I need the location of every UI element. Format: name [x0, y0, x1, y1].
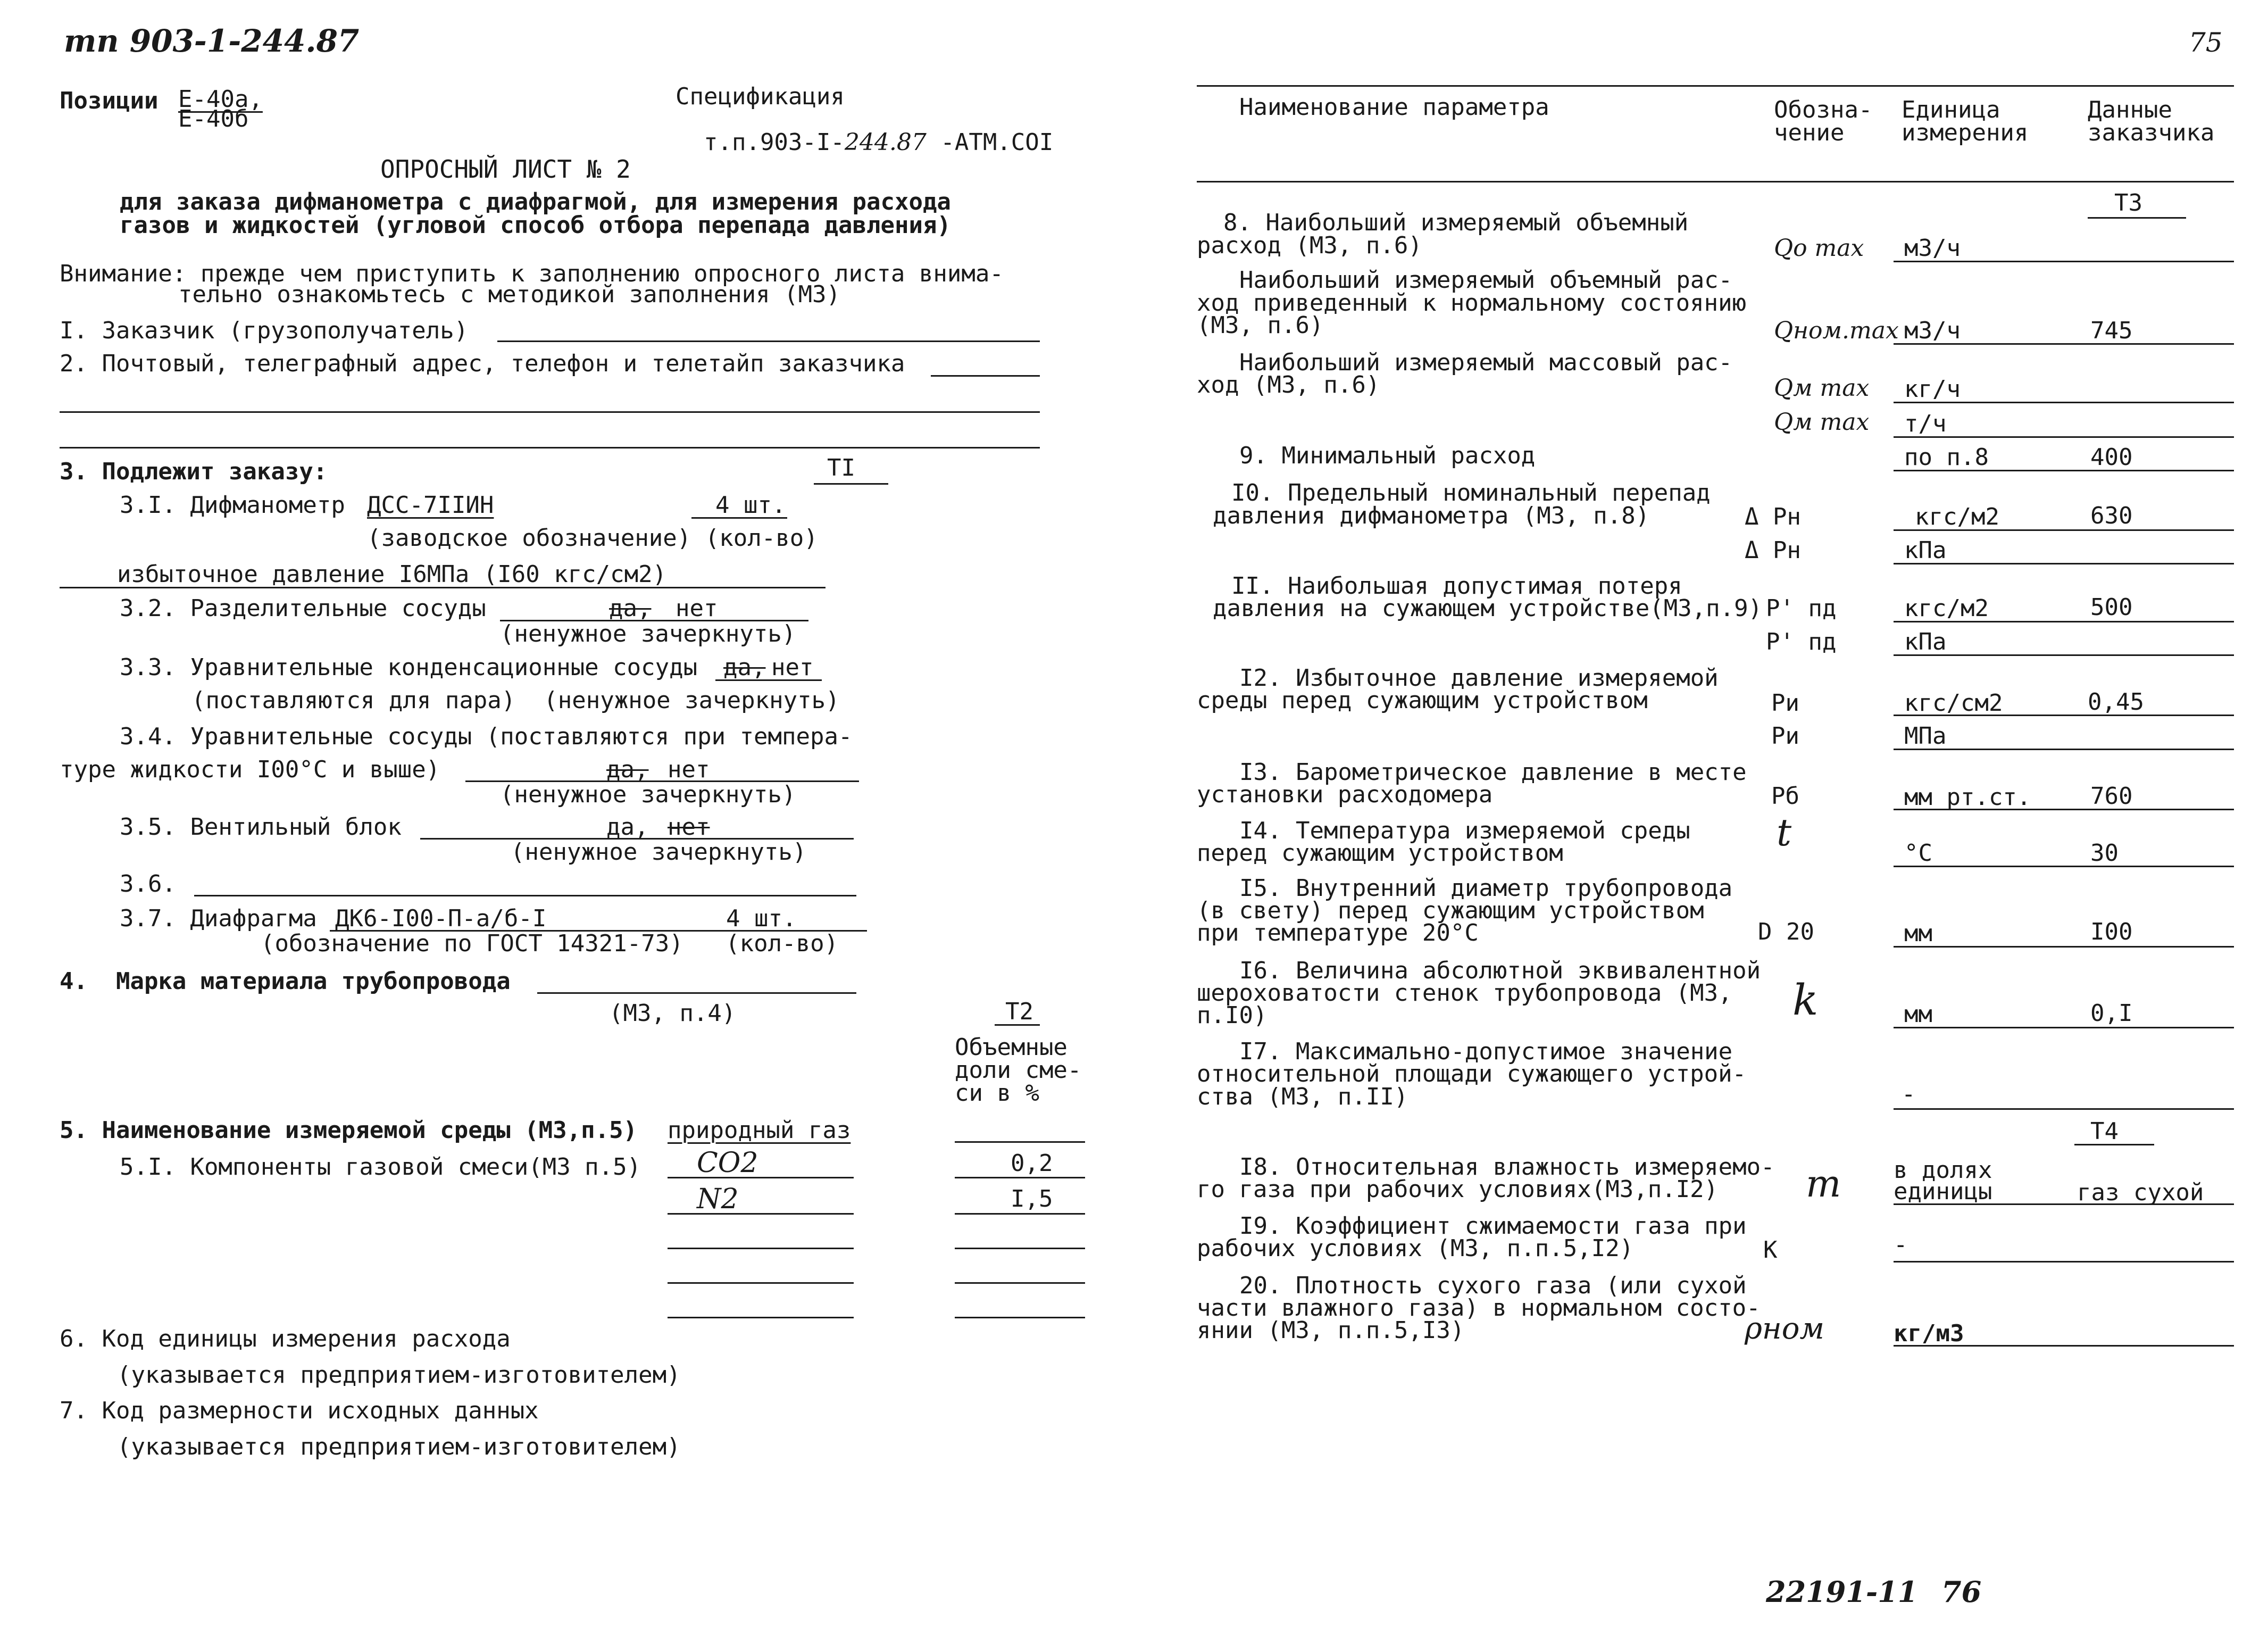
col-header-parameter: Наименование параметра — [1239, 94, 1549, 121]
item-3-4-label-1: 3.4. Уравнительные сосуды (поставляются при темпера- — [120, 723, 853, 750]
param-15-value: I00 — [2090, 918, 2133, 945]
item-7-hint: (указывается предприятием-изготовителем) — [117, 1433, 681, 1460]
param-19-line[interactable] — [1894, 1261, 2234, 1262]
param-8c-unit-1: кг/ч — [1904, 376, 1961, 403]
component-3-value-line[interactable] — [955, 1248, 1085, 1249]
t4-underline — [2074, 1144, 2154, 1145]
param-17-unit: - — [1902, 1081, 1916, 1108]
item-3-6-field-line[interactable] — [194, 895, 856, 896]
item-3-3-no: нет — [771, 654, 814, 681]
param-19-unit: - — [1894, 1231, 1908, 1258]
item-3-5-label: 3.5. Вентильный блок — [120, 813, 402, 841]
param-11-line-2-field[interactable] — [1894, 654, 2234, 656]
param-11-value-1: 500 — [2090, 594, 2133, 621]
param-8b-line-3: (МЗ, п.6) — [1197, 312, 1324, 339]
item-3-3-hint: (поставляются для пара) (ненужное зачеркнуть) — [191, 687, 840, 714]
item-4-ref: (МЗ, п.4) — [609, 1000, 736, 1027]
param-17-line[interactable] — [1894, 1108, 2234, 1110]
component-2-line — [668, 1213, 854, 1215]
param-16-line-3: п.I0) — [1197, 1002, 1268, 1029]
param-12-line-2: среды перед сужающим устройством — [1197, 687, 1648, 714]
item-3-3-label: 3.3. Уравнительные конденсационные сосуды — [120, 654, 698, 681]
param-8c-line-2-field[interactable] — [1894, 436, 2234, 438]
item-3-4-yes-struck: да, — [606, 756, 649, 783]
param-16-symbol: k — [1792, 975, 1819, 1025]
param-8-unit: м3/ч — [1904, 235, 1961, 262]
spec-number-handwritten: 244.87 — [844, 129, 927, 156]
attention-line-1: Внимание: прежде чем приступить к заполнению опросного листа внима- — [60, 260, 1004, 287]
param-12-line-1: I2. Избыточное давление измеряемой — [1239, 665, 1719, 692]
param-15-line-3: при температуре 20°С — [1197, 919, 1479, 946]
component-1-line — [668, 1177, 854, 1178]
component-5-line[interactable] — [668, 1317, 854, 1318]
item-2-address: 2. Почтовый, телеграфный адрес, телефон и телетайп заказчика — [60, 350, 905, 377]
item-3-4-hint: (ненужное зачеркнуть) — [500, 781, 796, 808]
purpose-line-1: для заказа дифманометра с диафрагмой, для измерения расхода — [120, 188, 951, 215]
param-17-line-3: ства (МЗ, п.II) — [1197, 1083, 1408, 1110]
positions-value-1: Е-40а, — [178, 86, 263, 113]
param-8c-symbol-2: Qм max — [1774, 409, 1870, 436]
param-10-unit-1: кгс/м2 — [1915, 503, 1999, 530]
param-12-line-2-field[interactable] — [1894, 749, 2234, 750]
item-6-hint: (указывается предприятием-изготовителем) — [117, 1361, 681, 1389]
param-13-line — [1894, 809, 2234, 810]
param-11-unit-2: кПа — [1904, 628, 1947, 655]
item-3-4-label-2: туре жидкости I00°С и выше) — [60, 756, 440, 783]
param-11-symbol-2: P' пд — [1766, 628, 1837, 655]
param-8c-line-2: ход (МЗ, п.6) — [1197, 371, 1380, 398]
param-20-line-3: янии (МЗ, п.п.5,I3) — [1197, 1317, 1465, 1344]
footer-doc-code: 22191-11 — [1766, 1575, 1918, 1609]
item-2-field-line-3[interactable] — [60, 447, 1040, 448]
item-3-2-label: 3.2. Разделительные сосуды — [120, 595, 486, 622]
param-12-value-1: 0,45 — [2088, 688, 2144, 716]
param-8b-line — [1894, 343, 2234, 345]
param-10-unit-2: кПа — [1904, 537, 1947, 564]
item-2-field-line[interactable] — [931, 375, 1040, 377]
param-20-line-1: 20. Плотность сухого газа (или сухой — [1239, 1272, 1747, 1299]
item-3-2-yes-struck: да, — [609, 595, 652, 622]
t2-underline — [995, 1024, 1040, 1026]
param-14-line-1: I4. Температура измеряемой среды — [1239, 817, 1690, 844]
item-3-1-pressure: избыточное давление I6МПа (I60 кгс/см2) — [117, 561, 667, 588]
param-16-line-1: I6. Величина абсолютной эквивалентной — [1239, 957, 1761, 984]
item-5-medium-value: природный газ — [668, 1117, 851, 1144]
item-3-2-hint: (ненужное зачеркнуть) — [500, 620, 796, 647]
item-1-field-line[interactable] — [497, 340, 1040, 342]
purpose-line-2: газов и жидкостей (угловой способ отбора перепада давления) — [120, 212, 951, 239]
param-11-line-2: давления на сужающем устройстве(МЗ,п.9) — [1213, 595, 1763, 622]
param-14-symbol: t — [1777, 811, 1792, 854]
item-3-5-no-struck: нет — [668, 813, 710, 841]
component-4-line[interactable] — [668, 1282, 854, 1284]
item-3-1-hint: (заводское обозначение) (кол-во) — [367, 525, 818, 552]
item-6-flow-unit-code: 6. Код единицы измерения расхода — [60, 1325, 511, 1352]
param-15-line-1: I5. Внутренний диаметр трубопровода — [1239, 875, 1733, 902]
param-8b-symbol: Qном.max — [1774, 317, 1899, 344]
param-13-line-2: установки расходомера — [1197, 781, 1493, 808]
attention-line-2: тельно ознакомьтесь с методикой заполнения (МЗ) — [178, 281, 841, 308]
item-5-fraction-line — [955, 1141, 1085, 1143]
param-19-line-1: I9. Коэффициент сжимаемости газа при — [1239, 1212, 1747, 1240]
param-11-symbol-1: P' пд — [1766, 595, 1837, 622]
param-16-value: 0,I — [2090, 1000, 2133, 1027]
param-10-symbol-2: Δ Pн — [1745, 537, 1801, 564]
param-19-line-2: рабочих условиях (МЗ, п.п.5,I2) — [1197, 1235, 1634, 1262]
param-8-symbol: Qo max — [1774, 235, 1864, 262]
component-1-name: CO2 — [697, 1147, 758, 1179]
param-13-line-1: I3. Барометрическое давление в месте — [1239, 759, 1747, 786]
param-10-line-1-field — [1894, 529, 2234, 531]
table-marker-t1: TI — [827, 454, 855, 481]
component-2-value: I,5 — [1011, 1185, 1053, 1212]
item-3-3-line — [715, 679, 822, 681]
param-8c-symbol-1: Qм max — [1774, 375, 1870, 402]
param-12-symbol-2: Pи — [1771, 722, 1799, 750]
vol-fraction-header-2: доли сме- — [955, 1057, 1082, 1084]
param-12-unit-2: МПа — [1904, 722, 1947, 750]
component-4-value-line[interactable] — [955, 1282, 1085, 1284]
param-10-line-1: I0. Предельный номинальный перепад — [1231, 479, 1711, 506]
item-5-1-components-label: 5.I. Компоненты газовой смеси(МЗ п.5) — [120, 1153, 641, 1181]
item-3-5-yes: да, — [606, 813, 649, 841]
param-18-line — [1894, 1203, 2234, 1205]
col-header-symbol-1: Обозна- — [1774, 96, 1873, 123]
param-9-unit: по п.8 — [1904, 444, 1989, 471]
component-1-value-line — [955, 1177, 1085, 1178]
col-header-data-1: Данные — [2088, 96, 2172, 123]
item-3-2-no: нет — [676, 595, 718, 622]
param-15-line-2: (в свету) перед сужающим устройством — [1197, 897, 1704, 924]
item-3-3-yes-struck: да, — [723, 654, 766, 681]
item-3-1-label: 3.I. Дифманометр — [120, 492, 345, 519]
item-7-dimension-code: 7. Код размерности исходных данных — [60, 1397, 539, 1424]
param-8-line-2: расход (МЗ, п.6) — [1197, 232, 1422, 259]
positions-label: Позиции — [60, 87, 159, 114]
table-marker-t3: T3 — [2114, 189, 2142, 217]
param-8-line-1: 8. Наибольший измеряемый объемный — [1223, 209, 1689, 236]
param-13-value: 760 — [2090, 783, 2133, 810]
param-10-symbol-1: Δ Pн — [1745, 503, 1801, 530]
param-15-symbol: D 20 — [1758, 918, 1814, 945]
item-3-5-hint: (ненужное зачеркнуть) — [511, 838, 807, 866]
param-8-line[interactable] — [1894, 261, 2234, 262]
param-14-line-2: перед сужающим устройством — [1197, 840, 1563, 867]
param-11-unit-1: кгс/м2 — [1904, 595, 1989, 622]
param-18-line-1: I8. Относительная влажность измеряемо- — [1239, 1153, 1775, 1181]
document-code: тп 903-1-244.87 — [64, 23, 360, 59]
form-title: ОПРОСНЫЙ ЛИСТ № 2 — [380, 155, 631, 184]
param-8b-unit: м3/ч — [1904, 317, 1961, 344]
col-header-data-2: заказчика — [2088, 119, 2215, 146]
param-9-value: 400 — [2090, 444, 2133, 471]
positions-value-2: Е-40б — [178, 105, 249, 132]
param-12-symbol-1: Pи — [1771, 690, 1799, 717]
col-header-symbol-2: чение — [1774, 119, 1845, 146]
param-9-line — [1894, 470, 2234, 471]
table-top-border — [1197, 85, 2234, 87]
component-5-value-line[interactable] — [955, 1317, 1085, 1318]
t1-underline — [814, 483, 888, 485]
param-11-line-1: II. Наибольшая допустимая потеря — [1231, 572, 1682, 600]
item-3-order: 3. Подлежит заказу: — [60, 458, 328, 485]
component-2-value-line — [955, 1213, 1085, 1215]
item-3-1-pressure-line — [60, 587, 826, 588]
param-10-value-1: 630 — [2090, 502, 2133, 529]
param-15-unit: мм — [1904, 920, 1932, 947]
vol-fraction-header-1: Объемные — [955, 1034, 1068, 1061]
param-16-unit: мм — [1904, 1001, 1932, 1028]
col-header-unit-2: измерения — [1902, 119, 2029, 146]
param-11-line-1-field — [1894, 621, 2234, 622]
param-18-line-2: го газа при рабочих условиях(МЗ,п.I2) — [1197, 1176, 1719, 1203]
item-4-material: 4. Марка материала трубопровода — [60, 968, 511, 995]
param-14-value: 30 — [2090, 840, 2119, 867]
param-18-unit-1: в долях — [1894, 1157, 1992, 1184]
page-number-top: 75 — [2189, 27, 2223, 58]
item-1-customer: I. Заказчик (грузополучатель) — [60, 317, 469, 344]
param-8c-line-1: Наибольший измеряемый массовый рас- — [1239, 349, 1733, 376]
param-10-line-2-field[interactable] — [1894, 563, 2234, 564]
param-16-line-2: шероховатости стенок трубопровода (МЗ, — [1197, 979, 1732, 1007]
table-marker-t2: T2 — [1005, 998, 1033, 1025]
item-3-7-value: ДК6-I00-П-а/б-I — [335, 905, 547, 932]
param-14-unit: °С — [1904, 840, 1932, 867]
item-3-7-hint: (обозначение по ГОСТ 14321-73) (кол-во) — [261, 930, 839, 957]
item-3-6-label: 3.6. — [120, 870, 176, 898]
param-20-unit: кг/м3 — [1894, 1320, 1964, 1347]
table-header-border — [1197, 181, 2234, 182]
spec-number-prefix: т.п.903-I- — [703, 129, 845, 156]
param-20-line-2: части влажного газа) в нормальном состо- — [1197, 1294, 1761, 1322]
item-4-field-line[interactable] — [537, 992, 856, 994]
param-9-label: 9. Минимальный расход — [1239, 442, 1536, 469]
item-3-7-qty: 4 шт. — [726, 905, 797, 932]
component-3-line[interactable] — [668, 1248, 854, 1249]
item-5-medium-label: 5. Наименование измеряемой среды (МЗ,п.5) — [60, 1117, 638, 1144]
param-12-line-1-field — [1894, 715, 2234, 716]
param-15-line — [1894, 946, 2234, 948]
param-19-symbol: K — [1763, 1236, 1778, 1264]
param-17-line-1: I7. Максимально-допустимое значение — [1239, 1038, 1733, 1065]
param-16-line — [1894, 1027, 2234, 1028]
item-3-1-value: ДСС-7IIИН — [367, 492, 494, 519]
item-2-field-line-2[interactable] — [60, 411, 1040, 413]
component-2-name: N2 — [697, 1183, 739, 1215]
item-3-7-label: 3.7. Диафрагма — [120, 905, 317, 932]
param-20-line[interactable] — [1894, 1345, 2234, 1347]
param-8b-line-2: ход приведенный к нормальному состоянию — [1197, 289, 1747, 317]
param-12-unit-1: кгс/см2 — [1904, 690, 2003, 717]
spec-label: Спецификация — [676, 83, 845, 110]
col-header-unit-1: Единица — [1902, 96, 2000, 123]
param-13-unit: мм рт.ст. — [1904, 784, 2031, 811]
param-8b-value: 745 — [2090, 317, 2133, 344]
param-18-symbol: m — [1806, 1162, 1841, 1206]
param-18-unit-2: единицы — [1894, 1178, 1992, 1205]
param-20-symbol: ρном — [1745, 1311, 1824, 1346]
footer-page-number: 76 — [1941, 1575, 1982, 1609]
table-marker-t4: T4 — [2090, 1118, 2119, 1145]
param-17-line-2: относительной площади сужающего устрой- — [1197, 1060, 1747, 1087]
param-13-symbol: Pб — [1771, 783, 1799, 810]
item-3-1-qty: 4 шт. — [715, 492, 786, 519]
t3-underline — [2088, 217, 2186, 219]
item-3-1-qty-line — [691, 517, 787, 519]
param-8c-unit-2: т/ч — [1904, 410, 1947, 437]
param-14-line — [1894, 866, 2234, 867]
param-18-value: газ сухой — [2077, 1179, 2204, 1206]
param-8b-line-1: Наибольший измеряемый объемный рас- — [1239, 267, 1733, 294]
spec-number-suffix: -АТМ.СОI — [926, 129, 1054, 156]
vol-fraction-header-3: си в % — [955, 1079, 1039, 1107]
param-8c-line-1-field[interactable] — [1894, 402, 2234, 403]
param-10-line-2: давления дифманометра (МЗ, п.8) — [1213, 502, 1650, 529]
component-1-value: 0,2 — [1011, 1150, 1053, 1177]
spec-number — [676, 107, 1053, 154]
item-3-4-no: нет — [668, 756, 710, 783]
